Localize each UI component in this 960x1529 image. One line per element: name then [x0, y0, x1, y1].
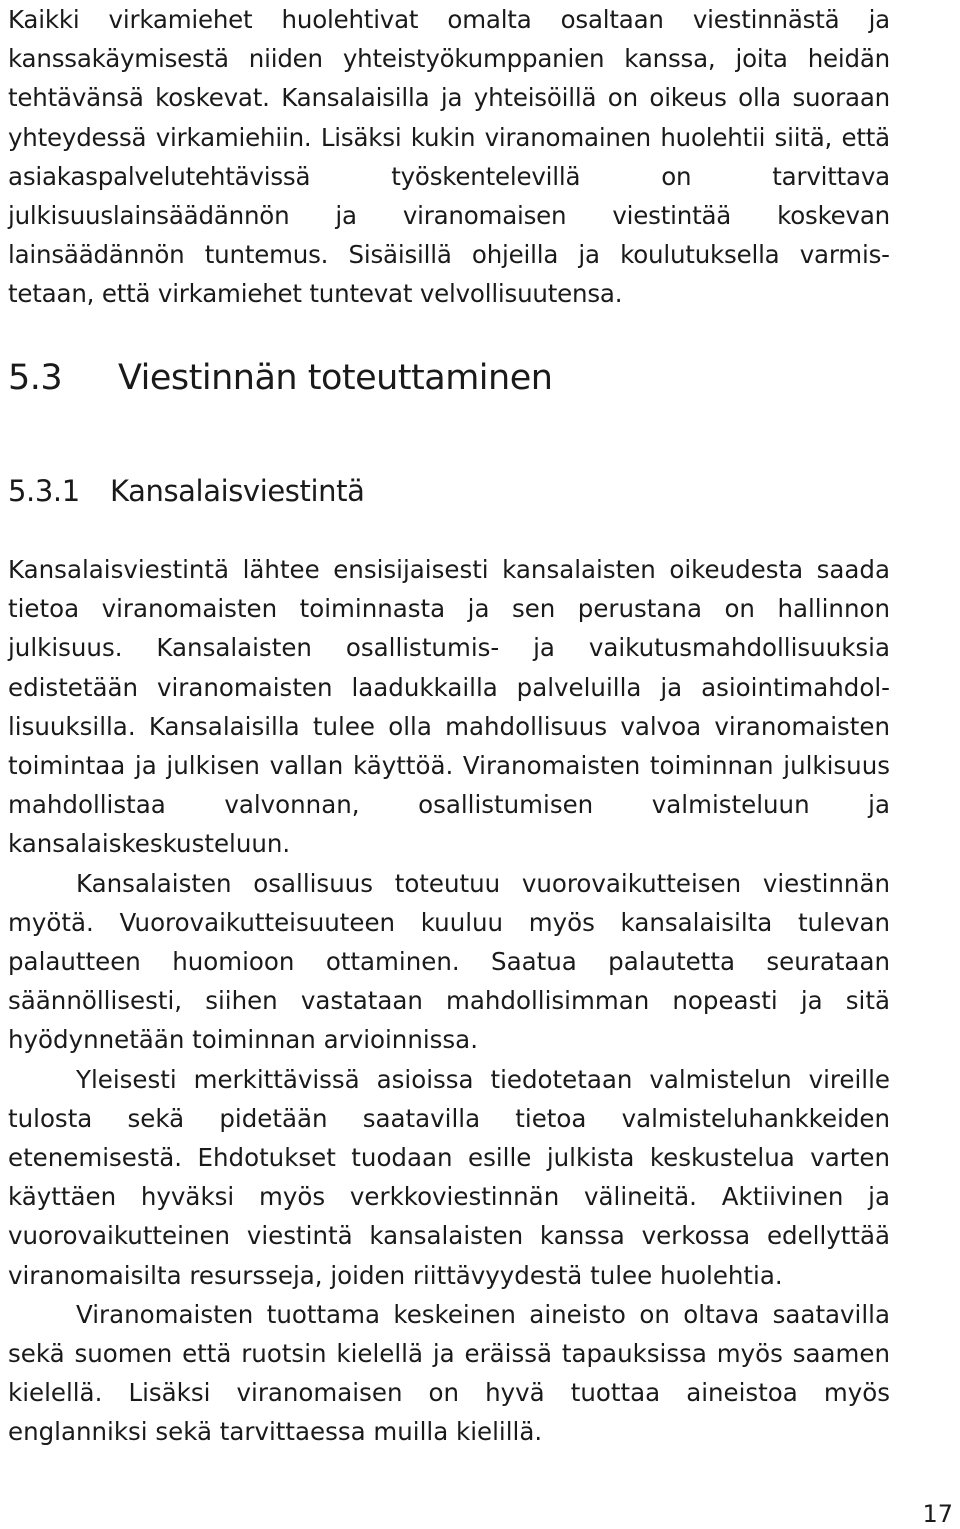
body-paragraph: Viranomaisten tuottama keskeinen aineisto on oltava saatavilla sekä suomen että ruotsin kielellä ja eräissä tapauksissa myös saamen kielellä. Lisäksi viranomaisen on hyvä tuottaa aineistoa myös englanniksi sekä tarvittaessa muilla kielillä.	[8, 1299, 890, 1447]
subsection-number: 5.3.1	[8, 474, 80, 508]
section-number: 5.3	[8, 358, 63, 398]
section-heading	[8, 358, 552, 398]
subsection-title: Kansalaisviestintä	[110, 474, 365, 508]
subsection-heading	[8, 474, 364, 508]
body-paragraph: Kansalaisviestintä lähtee ensisijaisesti kansalaisten oikeudesta saada tietoa viranomaisten toiminnasta ja sen perustana on hallinnon julkisuus. Kansalaisten osallistumis- ja vaikutusmahdollisuuksia edistetään viranomaisten laadukkailla palveluilla ja asiointimahdollisuuksilla. Kansalaisilla tulee olla mahdollisuus valvoa viranomaisten toimintaa ja julkisen vallan käyttöä. Viranomaisten toiminnan julkisuus mahdollistaa valvonnan, osallistumisen valmisteluun ja kansalaiskeskusteluun.	[8, 555, 890, 859]
intro-paragraph: Kaikki virkamiehet huolehtivat omalta osaltaan viestinnästä ja kanssakäymisestä niiden yhteistyökumppanien kanssa, joita heidän tehtävänsä koskevat. Kansalaisilla ja yhteisöillä on oikeus olla suoraan yhteydessä virkamiehiin. Lisäksi kukin viranomainen huolehtii siitä, että asiakaspalvelutehtävissä työskentelevillä on tarvittava julkisuuslainsäädännön ja viranomaisen viestintää koskevan lainsäädännön tuntemus. Sisäisillä ohjeilla ja koulutuksella varmistetaan, että virkamiehet tuntevat velvollisuutensa.	[8, 5, 890, 309]
body-paragraph: Kansalaisten osallisuus toteutuu vuorovaikutteisen viestinnän myötä. Vuorovaikutteisuuteen kuuluu myös kansalaisilta tulevan palautteen huomioon ottaminen. Saatua palautetta seurataan säännöllisesti, siihen vastataan mahdollisimman nopeasti ja sitä hyödynnetään toiminnan arvioinnissa.	[8, 868, 890, 1055]
page-number: 17	[922, 1500, 953, 1528]
section-title: Viestinnän toteuttaminen	[118, 358, 553, 398]
body-paragraph: Yleisesti merkittävissä asioissa tiedotetaan valmistelun vireille tulosta sekä pidetään saatavilla tietoa valmisteluhankkeiden etenemisestä. Ehdotukset tuodaan esille julkista keskustelua varten käyttäen hyväksi myös verkkoviestinnän välineitä. Aktiivinen ja vuorovaikutteinen viestintä kansalaisten kanssa verkossa edellyttää viranomaisilta resursseja, joiden riittävyydestä tulee huolehtia.	[8, 1064, 890, 1290]
section-body	[8, 550, 890, 1452]
intro-block	[8, 0, 890, 314]
